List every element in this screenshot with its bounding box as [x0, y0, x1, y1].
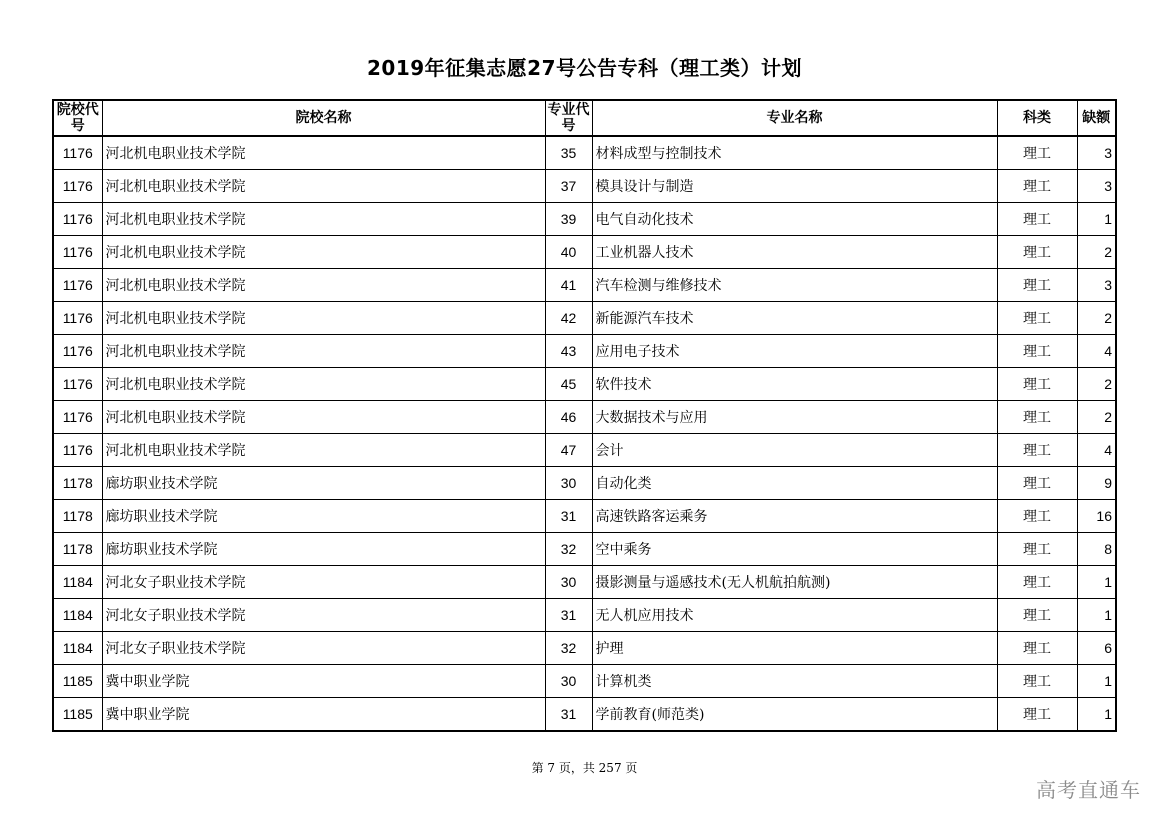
major-name-cell: 摄影测量与遥感技术(无人机航拍航测)	[592, 566, 997, 599]
school-name-cell: 河北机电职业技术学院	[102, 136, 545, 170]
school-name-cell: 河北女子职业技术学院	[102, 599, 545, 632]
major-code-cell: 42	[545, 302, 592, 335]
major-code-cell: 37	[545, 170, 592, 203]
major-code-cell: 30	[545, 566, 592, 599]
vacancy-cell: 3	[1077, 136, 1116, 170]
table-row	[53, 533, 1116, 566]
major-name-cell: 新能源汽车技术	[592, 302, 997, 335]
major-name-cell: 电气自动化技术	[592, 203, 997, 236]
major-code-cell: 39	[545, 203, 592, 236]
table-row	[53, 335, 1116, 368]
school-name-cell: 廊坊职业技术学院	[102, 500, 545, 533]
vacancy-cell: 2	[1077, 368, 1116, 401]
school-name-cell: 河北机电职业技术学院	[102, 335, 545, 368]
school-name-cell: 冀中职业学院	[102, 665, 545, 698]
school-name-cell: 廊坊职业技术学院	[102, 533, 545, 566]
major-code-cell: 31	[545, 698, 592, 732]
school-code-cell: 1176	[53, 203, 102, 236]
category-cell: 理工	[997, 236, 1077, 269]
school-name-cell: 河北机电职业技术学院	[102, 236, 545, 269]
vacancy-cell: 1	[1077, 698, 1116, 732]
major-name-cell: 汽车检测与维修技术	[592, 269, 997, 302]
school-name-cell: 河北机电职业技术学院	[102, 368, 545, 401]
school-code-cell: 1178	[53, 500, 102, 533]
school-code-cell: 1185	[53, 698, 102, 732]
major-name-cell: 应用电子技术	[592, 335, 997, 368]
major-code-cell: 32	[545, 632, 592, 665]
category-cell: 理工	[997, 203, 1077, 236]
school-code-cell: 1184	[53, 566, 102, 599]
table-row	[53, 203, 1116, 236]
school-code-cell: 1176	[53, 302, 102, 335]
category-cell: 理工	[997, 434, 1077, 467]
header-school-code: 院校代号	[53, 100, 102, 136]
vacancy-cell: 8	[1077, 533, 1116, 566]
school-code-cell: 1185	[53, 665, 102, 698]
major-name-cell: 学前教育(师范类)	[592, 698, 997, 732]
category-cell: 理工	[997, 599, 1077, 632]
major-code-cell: 47	[545, 434, 592, 467]
category-cell: 理工	[997, 401, 1077, 434]
school-name-cell: 廊坊职业技术学院	[102, 467, 545, 500]
school-name-cell: 河北女子职业技术学院	[102, 632, 545, 665]
table-row	[53, 632, 1116, 665]
school-code-cell: 1176	[53, 434, 102, 467]
category-cell: 理工	[997, 170, 1077, 203]
vacancy-cell: 3	[1077, 170, 1116, 203]
major-name-cell: 高速铁路客运乘务	[592, 500, 997, 533]
category-cell: 理工	[997, 632, 1077, 665]
major-code-cell: 30	[545, 665, 592, 698]
header-major-code: 专业代号	[545, 100, 592, 136]
major-name-cell: 材料成型与控制技术	[592, 136, 997, 170]
category-cell: 理工	[997, 335, 1077, 368]
table-row	[53, 136, 1116, 170]
table-row	[53, 665, 1116, 698]
header-major-name: 专业名称	[592, 100, 997, 136]
major-name-cell: 大数据技术与应用	[592, 401, 997, 434]
major-name-cell: 空中乘务	[592, 533, 997, 566]
major-code-cell: 31	[545, 500, 592, 533]
school-code-cell: 1176	[53, 368, 102, 401]
table-row	[53, 170, 1116, 203]
major-name-cell: 计算机类	[592, 665, 997, 698]
table-row	[53, 434, 1116, 467]
major-name-cell: 护理	[592, 632, 997, 665]
category-cell: 理工	[997, 698, 1077, 732]
vacancy-cell: 1	[1077, 566, 1116, 599]
table-row	[53, 236, 1116, 269]
school-name-cell: 河北机电职业技术学院	[102, 302, 545, 335]
school-name-cell: 河北机电职业技术学院	[102, 203, 545, 236]
vacancy-cell: 4	[1077, 335, 1116, 368]
major-code-cell: 32	[545, 533, 592, 566]
category-cell: 理工	[997, 302, 1077, 335]
school-name-cell: 河北机电职业技术学院	[102, 170, 545, 203]
school-code-cell: 1178	[53, 467, 102, 500]
school-code-cell: 1176	[53, 170, 102, 203]
category-cell: 理工	[997, 467, 1077, 500]
table-row	[53, 566, 1116, 599]
category-cell: 理工	[997, 665, 1077, 698]
table-header-row	[53, 100, 1116, 136]
table-row	[53, 467, 1116, 500]
vacancy-cell: 1	[1077, 599, 1116, 632]
watermark-text: 高考直通车	[1036, 778, 1141, 802]
table-row	[53, 500, 1116, 533]
school-name-cell: 河北机电职业技术学院	[102, 401, 545, 434]
page-title: 2019年征集志愿27号公告专科（理工类）计划	[367, 56, 802, 80]
major-name-cell: 会计	[592, 434, 997, 467]
vacancy-cell: 6	[1077, 632, 1116, 665]
major-name-cell: 工业机器人技术	[592, 236, 997, 269]
school-name-cell: 冀中职业学院	[102, 698, 545, 732]
major-name-cell: 自动化类	[592, 467, 997, 500]
category-cell: 理工	[997, 566, 1077, 599]
major-code-cell: 45	[545, 368, 592, 401]
school-name-cell: 河北女子职业技术学院	[102, 566, 545, 599]
major-name-cell: 无人机应用技术	[592, 599, 997, 632]
major-code-cell: 30	[545, 467, 592, 500]
school-code-cell: 1178	[53, 533, 102, 566]
school-code-cell: 1184	[53, 632, 102, 665]
table-row	[53, 401, 1116, 434]
major-code-cell: 46	[545, 401, 592, 434]
category-cell: 理工	[997, 136, 1077, 170]
vacancy-cell: 1	[1077, 203, 1116, 236]
vacancy-cell: 16	[1077, 500, 1116, 533]
major-name-cell: 软件技术	[592, 368, 997, 401]
vacancy-cell: 2	[1077, 401, 1116, 434]
major-code-cell: 41	[545, 269, 592, 302]
vacancy-cell: 2	[1077, 302, 1116, 335]
category-cell: 理工	[997, 368, 1077, 401]
vacancy-cell: 2	[1077, 236, 1116, 269]
school-code-cell: 1176	[53, 335, 102, 368]
school-code-cell: 1176	[53, 236, 102, 269]
header-school-name: 院校名称	[102, 100, 545, 136]
major-code-cell: 31	[545, 599, 592, 632]
table-row	[53, 269, 1116, 302]
major-code-cell: 43	[545, 335, 592, 368]
vacancy-cell: 9	[1077, 467, 1116, 500]
vacancy-cell: 1	[1077, 665, 1116, 698]
header-category: 科类	[997, 100, 1077, 136]
major-code-cell: 35	[545, 136, 592, 170]
category-cell: 理工	[997, 269, 1077, 302]
vacancy-cell: 3	[1077, 269, 1116, 302]
vacancy-cell: 4	[1077, 434, 1116, 467]
category-cell: 理工	[997, 500, 1077, 533]
school-name-cell: 河北机电职业技术学院	[102, 269, 545, 302]
category-cell: 理工	[997, 533, 1077, 566]
school-code-cell: 1176	[53, 269, 102, 302]
table-row	[53, 698, 1116, 732]
school-code-cell: 1184	[53, 599, 102, 632]
table-row	[53, 599, 1116, 632]
table-row	[53, 302, 1116, 335]
school-code-cell: 1176	[53, 401, 102, 434]
plan-table	[52, 99, 1117, 732]
table-row	[53, 368, 1116, 401]
school-code-cell: 1176	[53, 136, 102, 170]
major-code-cell: 40	[545, 236, 592, 269]
major-name-cell: 模具设计与制造	[592, 170, 997, 203]
header-vacancy: 缺额	[1077, 100, 1116, 136]
school-name-cell: 河北机电职业技术学院	[102, 434, 545, 467]
page-footer: 第 7 页，共 257 页	[531, 761, 638, 775]
